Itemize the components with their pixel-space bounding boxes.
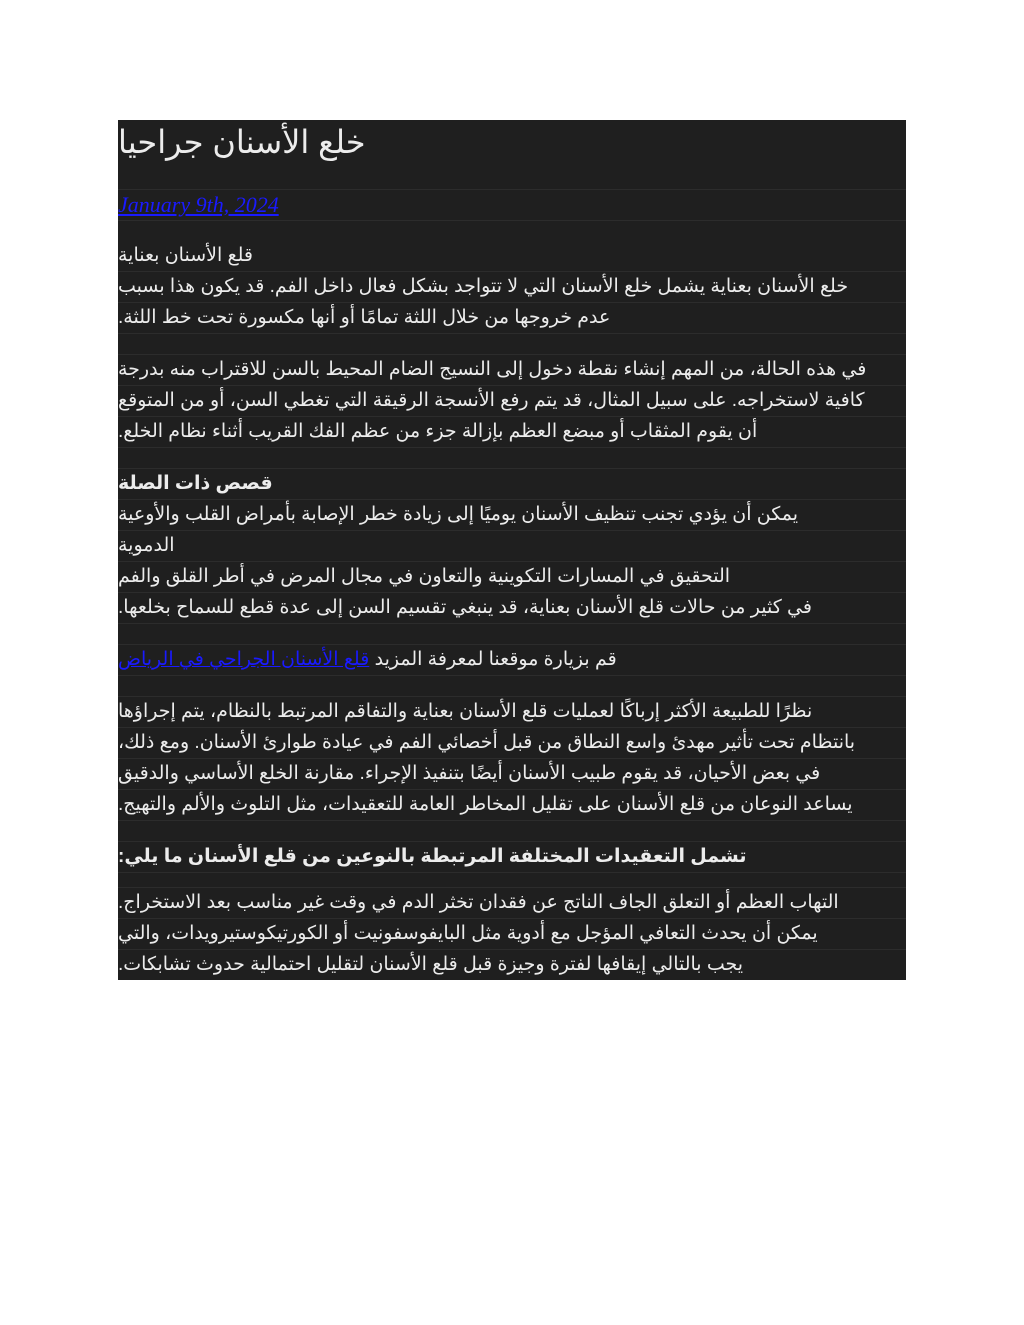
related-heading: قصص ذات الصلة <box>118 469 906 500</box>
section-intro <box>118 241 906 334</box>
spacer <box>118 448 906 469</box>
paragraph-line: في هذه الحالة، من المهم إنشاء نقطة دخول إلى النسيج الضام المحيط بالسن للاقتراب منه بدرجة <box>118 355 906 386</box>
related-item: التحقيق في المسارات التكوينية والتعاون في مجال المرض في أطر القلق والفم <box>118 562 906 593</box>
visit-row <box>118 645 906 676</box>
related-stories <box>118 469 906 624</box>
spacer <box>118 334 906 355</box>
visit-line <box>118 645 906 676</box>
paragraph-line: يجب بالتالي إيقافها لفترة وجيزة قبل قلع الأسنان لتقليل احتمالية حدوث تشابكات. <box>118 954 744 975</box>
section-procedure <box>118 355 906 448</box>
article-title: خلع الأسنان جراحيا <box>118 120 906 190</box>
paragraph-line: التهاب العظم أو التعلق الجاف الناتج عن فقدان تخثر الدم في وقت غير مناسب بعد الاستخراج. <box>118 888 906 919</box>
visit-link[interactable]: قلع الأسنان الجراحي في الرياض <box>118 649 370 670</box>
spacer <box>118 221 906 241</box>
paragraph-line: عدم خروجها من خلال اللثة تمامًا أو أنها مكسورة تحت خط اللثة. <box>118 303 906 334</box>
section-complications <box>118 842 906 980</box>
date-link[interactable]: January 9th, 2024 <box>118 192 279 217</box>
related-item: الدموية <box>118 531 906 562</box>
date-row <box>118 190 906 221</box>
spacer <box>118 624 906 645</box>
paragraph-line: خلع الأسنان بعناية يشمل خلع الأسنان التي لا تتواجد بشكل فعال داخل الفم. قد يكون هذا بسبب <box>118 272 906 303</box>
paragraph-line: أن يقوم المثقاب أو مبضع العظم بإزالة جزء من عظم الفك القريب أثناء نظام الخلع. <box>118 417 906 448</box>
article <box>118 120 906 980</box>
paragraph-line: يمكن أن يحدث التعافي المؤجل مع أدوية مثل البايفوسفونيت أو الكورتيكوستيرويدات، والتي <box>118 919 906 950</box>
related-item: في كثير من حالات قلع الأسنان بعناية، قد ينبغي تقسيم السن إلى عدة قطع للسماح بخلعها. <box>118 593 906 624</box>
section-comparison <box>118 697 906 821</box>
section-subtitle: قلع الأسنان بعناية <box>118 241 906 272</box>
spacer <box>118 873 906 888</box>
spacer <box>118 676 906 697</box>
related-item: يمكن أن يؤدي تجنب تنظيف الأسنان يوميًا إلى زيادة خطر الإصابة بأمراض القلب والأوعية <box>118 500 906 531</box>
paragraph-line: في بعض الأحيان، قد يقوم طبيب الأسنان أيضًا بتنفيذ الإجراء. مقارنة الخلع الأساسي والدقيق <box>118 759 906 790</box>
visit-text: قم بزيارة موقعنا لمعرفة المزيد <box>374 649 617 670</box>
paragraph-line: يساعد النوعان من قلع الأسنان على تقليل المخاطر العامة للتعقيدات، مثل التلوث والألم والتهيج. <box>118 790 906 821</box>
paragraph-line: بانتظام تحت تأثير مهدئ واسع النطاق من قبل أخصائي الفم في عيادة طوارئ الأسنان. ومع ذلك، <box>118 728 906 759</box>
paragraph-line: نظرًا للطبيعة الأكثر إرباكًا لعمليات قلع الأسنان بعناية والتفاقم المرتبط بالنظام، يتم إجراؤها <box>118 697 906 728</box>
paragraph-line: كافية لاستخراجه. على سبيل المثال، قد يتم رفع الأنسجة الرقيقة التي تغطي السن، أو من المتوقع <box>118 386 906 417</box>
complications-heading: تشمل التعقيدات المختلفة المرتبطة بالنوعين من قلع الأسنان ما يلي: <box>118 842 906 873</box>
spacer <box>118 821 906 842</box>
